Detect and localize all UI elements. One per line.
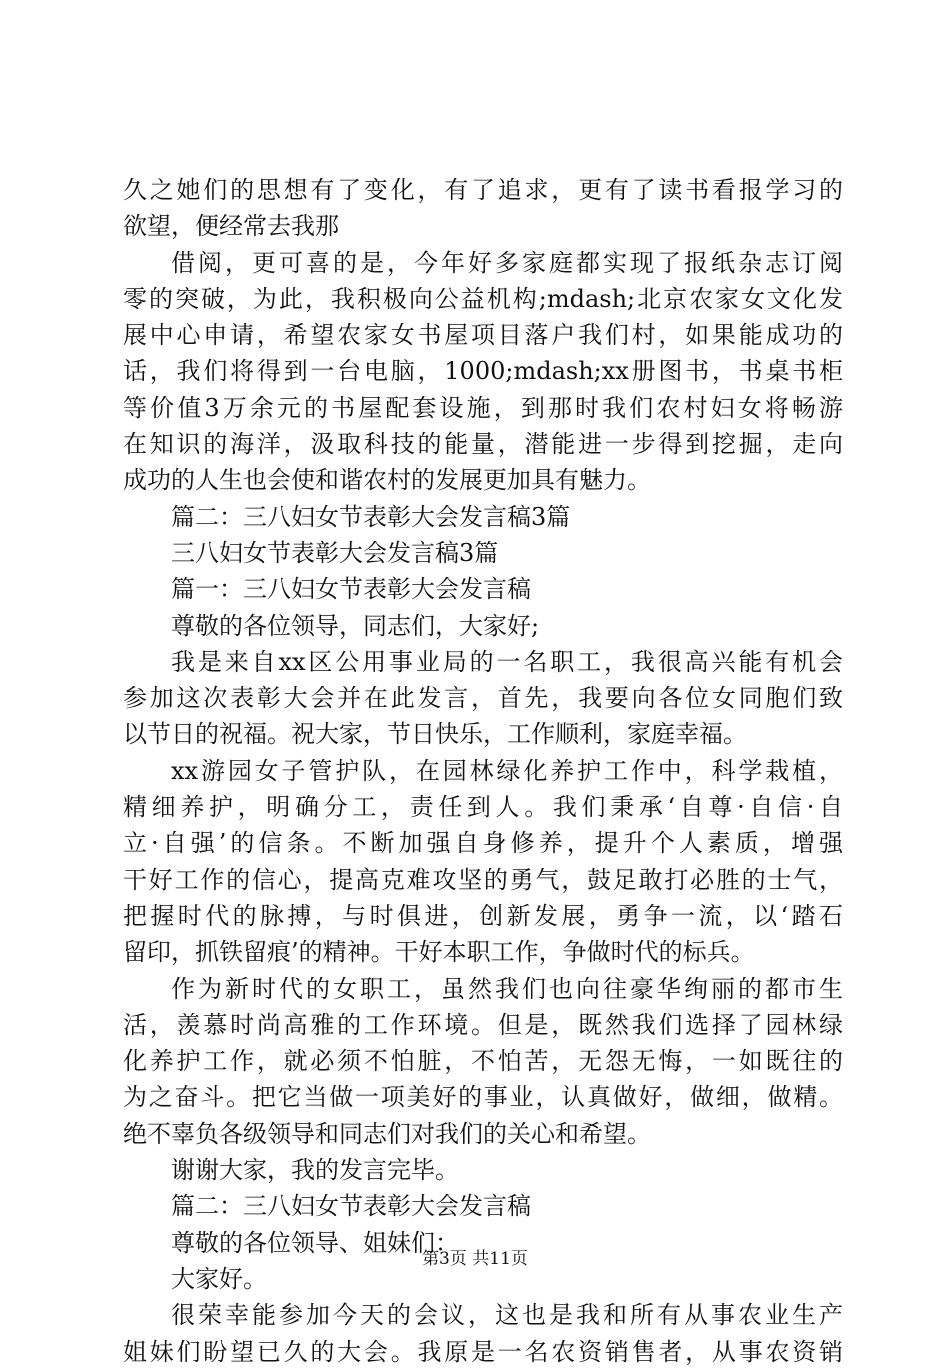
text-line: 大家好。 [171,1264,267,1293]
text-line: 话，我们将得到一台电脑，1000;mdash;xx册图书，书桌书柜 [123,357,843,386]
text-line: 为之奋斗。把它当做一项美好的事业，认真做好，做细，做精。 [123,1083,843,1112]
text-line: 展中心申请，希望农家女书屋项目落户我们村，如果能成功的 [123,321,843,350]
page-footer: 第3页 共11页 [422,1249,528,1269]
text-line: 篇二：三八妇女节表彰大会发言稿3篇 [171,502,571,531]
text-line: 以节日的祝福。祝大家，节日快乐，工作顺利，家庭幸福。 [123,720,747,749]
text-line: 留印，抓铁留痕’的精神。干好本职工作，争做时代的标兵。 [123,938,755,967]
text-line: 篇二：三八妇女节表彰大会发言稿 [171,1192,531,1221]
text-line: 在知识的海洋，汲取科技的能量，潜能进一步得到挖掘，走向 [123,430,843,459]
text-line: 零的突破，为此，我积极向公益机构;mdash;北京农家女文化发 [123,284,843,313]
text-line: 成功的人生也会使和谐农村的发展更加具有魅力。 [123,466,651,495]
text-line: 把握时代的脉搏，与时俱进，创新发展，勇争一流，以‘踏石 [123,901,843,930]
text-line: 我是来自xx区公用事业局的一名职工，我很高兴能有机会 [171,647,843,676]
text-line: 很荣幸能参加今天的会议，这也是我和所有从事农业生产 [171,1301,843,1330]
document-body [123,172,843,1370]
text-line: 立·自强’的信条。不断加强自身修养，提升个人素质，增强 [123,829,843,858]
text-line: 篇一：三八妇女节表彰大会发言稿 [171,575,531,604]
text-line: 尊敬的各位领导，同志们，大家好; [171,611,540,640]
text-line: 作为新时代的女职工，虽然我们也向往豪华绚丽的都市生 [171,974,843,1003]
text-line: 绝不辜负各级领导和同志们对我们的关心和希望。 [123,1119,651,1148]
text-line: 谢谢大家，我的发言完毕。 [171,1156,459,1185]
text-line: 尊敬的各位领导、姐妹们： [171,1228,459,1257]
text-line: 借阅，更可喜的是，今年好多家庭都实现了报纸杂志订阅 [171,248,843,277]
text-line: 参加这次表彰大会并在此发言，首先，我要向各位女同胞们致 [123,684,843,713]
text-line: 欲望，便经常去我那 [123,212,339,241]
text-line: 姐妹们盼望已久的大会。我原是一名农资销售者，从事农资销 [123,1337,843,1366]
text-line: 等价值3万余元的书屋配套设施，到那时我们农村妇女将畅游 [123,393,843,422]
text-line: xx游园女子管护队，在园林绿化养护工作中，科学栽植， [171,756,843,785]
text-line: 干好工作的信心，提高克难攻坚的勇气，鼓足敢打必胜的士气， [123,865,843,894]
text-line: 久之她们的思想有了变化，有了追求，更有了读书看报学习的 [123,176,843,204]
text-line: 化养护工作，就必须不怕脏，不怕苦，无怨无悔，一如既往的 [123,1047,843,1076]
text-line: 精细养护，明确分工，责任到人。我们秉承‘自尊·自信·自 [123,793,843,822]
text-line: 三八妇女节表彰大会发言稿3篇 [171,538,499,567]
text-line: 活，羡慕时尚高雅的工作环境。但是，既然我们选择了园林绿 [123,1010,843,1039]
